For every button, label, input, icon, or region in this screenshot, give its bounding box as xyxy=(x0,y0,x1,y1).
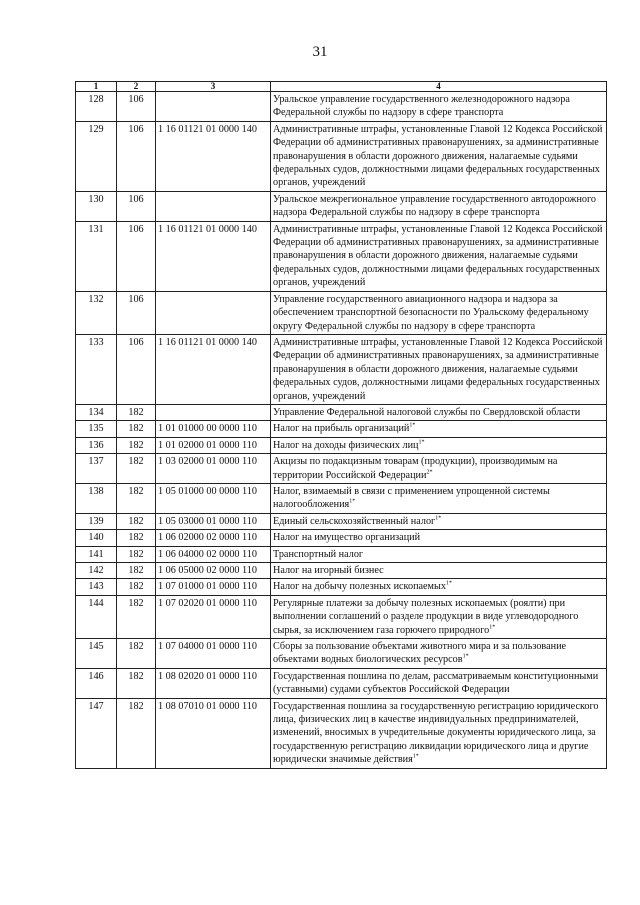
revenue-name-cell xyxy=(271,698,607,768)
budget-code-cell xyxy=(156,421,271,437)
revenue-name-cell xyxy=(271,191,607,221)
table-row xyxy=(76,421,607,437)
row-number-cell xyxy=(76,454,117,484)
budget-code-cell xyxy=(156,291,271,334)
revenue-name-cell xyxy=(271,483,607,513)
revenue-name-text: Управление государственного авиационного надзора и надзора за обеспечением транспортной безопасности по Уральскому федеральному округу Федеральной службы по надзору в сфере транспорта xyxy=(273,293,589,332)
admin-code-cell xyxy=(117,530,156,546)
table-row xyxy=(76,191,607,221)
footnote-marker: 1* xyxy=(462,654,469,661)
admin-code-text: 106 xyxy=(128,94,144,105)
revenue-name-cell xyxy=(271,404,607,420)
row-number-text: 134 xyxy=(88,406,104,418)
column-header: 4 xyxy=(271,82,607,92)
row-number-text: 135 xyxy=(88,423,104,435)
table-row xyxy=(76,121,607,191)
admin-code-text: 182 xyxy=(128,565,144,576)
admin-code-cell xyxy=(117,221,156,291)
revenue-name-cell xyxy=(271,639,607,669)
revenue-name-cell xyxy=(271,668,607,698)
row-number-text: 128 xyxy=(88,94,104,105)
admin-code-text: 182 xyxy=(128,700,144,712)
revenue-name-text: Единый сельскохозяйственный налог xyxy=(273,515,436,527)
admin-code-cell xyxy=(117,454,156,484)
budget-code-cell xyxy=(156,668,271,698)
admin-code-cell xyxy=(117,191,156,221)
row-number-text: 141 xyxy=(88,548,104,560)
row-number-cell xyxy=(76,191,117,221)
row-number-text: 137 xyxy=(88,456,104,468)
revenue-name-cell xyxy=(271,437,607,453)
budget-code-cell xyxy=(156,483,271,513)
table-row xyxy=(76,483,607,513)
budget-code-cell xyxy=(156,121,271,191)
revenue-name-cell xyxy=(271,546,607,562)
budget-code-text: 1 06 04000 02 0000 110 xyxy=(158,548,257,560)
row-number-cell xyxy=(76,437,117,453)
revenue-name-cell xyxy=(271,595,607,638)
row-number-text: 145 xyxy=(88,641,104,653)
table-row xyxy=(76,579,607,595)
footnote-marker: 1* xyxy=(349,498,356,505)
row-number-text: 143 xyxy=(88,581,104,593)
revenue-name-text: Налог на добычу полезных ископаемых xyxy=(273,581,446,593)
admin-code-cell xyxy=(117,579,156,595)
budget-code-text: 1 07 04000 01 0000 110 xyxy=(158,641,257,653)
budget-code-cell xyxy=(156,546,271,562)
budget-code-text: 1 06 05000 02 0000 110 xyxy=(158,565,257,576)
admin-code-text: 106 xyxy=(128,293,144,305)
table-row xyxy=(76,595,607,638)
row-number-cell xyxy=(76,530,117,546)
row-number-cell xyxy=(76,483,117,513)
row-number-cell xyxy=(76,563,117,579)
row-number-cell xyxy=(76,92,117,122)
admin-code-cell xyxy=(117,546,156,562)
budget-code-text: 1 01 01000 00 0000 110 xyxy=(158,423,257,435)
revenue-name-text: Налог на имущество организаций xyxy=(273,532,421,544)
table-row xyxy=(76,668,607,698)
budget-code-text: 1 16 01121 01 0000 140 xyxy=(158,223,257,235)
revenue-name-cell xyxy=(271,92,607,122)
admin-code-text: 182 xyxy=(128,548,144,560)
row-number-cell xyxy=(76,668,117,698)
budget-code-text: 1 03 02000 01 0000 110 xyxy=(158,456,257,468)
row-number-cell xyxy=(76,291,117,334)
budget-code-cell xyxy=(156,513,271,529)
footnote-marker: 1* xyxy=(445,581,452,588)
row-number-text: 133 xyxy=(88,336,104,348)
budget-code-cell xyxy=(156,639,271,669)
admin-code-text: 182 xyxy=(128,515,144,527)
footnote-marker: 1* xyxy=(489,624,496,631)
budget-code-text: 1 16 01121 01 0000 140 xyxy=(158,336,257,348)
budget-code-text: 1 16 01121 01 0000 140 xyxy=(158,123,257,135)
admin-code-text: 106 xyxy=(128,123,144,135)
footnote-marker: 1* xyxy=(409,422,416,429)
footnote-marker: 1* xyxy=(418,439,425,446)
admin-code-cell xyxy=(117,595,156,638)
admin-code-text: 182 xyxy=(128,670,144,682)
revenue-name-text: Административные штрафы, установленные Главой 12 Кодекса Российской Федерации об административных правонарушениях, за административные правонарушения в области дорожного движения, налагаемые судьями федеральных судов, должностными лицами федеральных государственных органов, учреждений xyxy=(273,123,603,189)
budget-code-cell xyxy=(156,454,271,484)
revenue-table xyxy=(75,81,607,769)
budget-code-cell xyxy=(156,437,271,453)
row-number-text: 146 xyxy=(88,670,104,682)
revenue-name-text: Налог на прибыль организаций xyxy=(273,423,410,435)
admin-code-cell xyxy=(117,668,156,698)
table-row xyxy=(76,221,607,291)
budget-code-cell xyxy=(156,334,271,404)
row-number-text: 144 xyxy=(88,597,104,609)
revenue-name-text: Государственная пошлина по делам, рассматриваемым конституционными (уставными) судами субъектов Российской Федерации xyxy=(273,670,599,696)
revenue-name-text: Уральское межрегиональное управление государственного автодорожного надзора Федеральной службы по надзору в сфере транспорта xyxy=(273,193,597,219)
revenue-name-text: Транспортный налог xyxy=(273,548,364,560)
row-number-text: 142 xyxy=(88,565,104,576)
admin-code-cell xyxy=(117,121,156,191)
revenue-name-cell xyxy=(271,291,607,334)
admin-code-text: 182 xyxy=(128,597,144,609)
row-number-text: 139 xyxy=(88,515,104,527)
row-number-cell xyxy=(76,513,117,529)
revenue-name-text: Акцизы по подакцизным товарам (продукции), производимым на территории Российской Федерации xyxy=(273,456,558,481)
admin-code-cell xyxy=(117,404,156,420)
table-row xyxy=(76,563,607,579)
budget-code-text: 1 01 02000 01 0000 110 xyxy=(158,439,257,451)
admin-code-cell xyxy=(117,483,156,513)
budget-code-cell xyxy=(156,404,271,420)
table-row xyxy=(76,454,607,484)
table-row xyxy=(76,513,607,529)
revenue-name-cell xyxy=(271,334,607,404)
budget-code-text: 1 06 02000 02 0000 110 xyxy=(158,532,257,544)
admin-code-cell xyxy=(117,421,156,437)
row-number-cell xyxy=(76,595,117,638)
table-row xyxy=(76,639,607,669)
admin-code-cell xyxy=(117,334,156,404)
revenue-name-text: Управление Федеральной налоговой службы по Свердловской области xyxy=(273,406,581,418)
footnote-marker: 1* xyxy=(412,753,419,760)
table-body xyxy=(76,92,607,769)
table-header-row xyxy=(76,82,607,92)
admin-code-text: 106 xyxy=(128,193,144,205)
table-row xyxy=(76,437,607,453)
admin-code-text: 106 xyxy=(128,336,144,348)
revenue-name-cell xyxy=(271,563,607,579)
row-number-cell xyxy=(76,121,117,191)
column-header: 1 xyxy=(76,82,117,92)
budget-code-text: 1 07 02020 01 0000 110 xyxy=(158,597,257,609)
row-number-cell xyxy=(76,579,117,595)
row-number-cell xyxy=(76,421,117,437)
row-number-text: 147 xyxy=(88,700,104,712)
revenue-name-text: Государственная пошлина за государственную регистрацию юридического лица, физических лиц в качестве индивидуальных предпринимателей, изменений, вносимых в учредительные документы юридического лица, за государственную регистрацию ликвидации юридического лица и другие юридически значимые действия xyxy=(273,700,599,766)
revenue-name-cell xyxy=(271,579,607,595)
row-number-text: 129 xyxy=(88,123,104,135)
budget-code-cell xyxy=(156,191,271,221)
admin-code-text: 182 xyxy=(128,641,144,653)
revenue-name-text: Налог на доходы физических лиц xyxy=(273,439,419,451)
admin-code-cell xyxy=(117,437,156,453)
revenue-name-cell xyxy=(271,530,607,546)
revenue-name-text: Административные штрафы, установленные Главой 12 Кодекса Российской Федерации об административных правонарушениях, за административные правонарушения в области дорожного движения, налагаемые судьями федеральных судов, должностными лицами федеральных государственных органов, учреждений xyxy=(273,336,603,402)
table-row xyxy=(76,698,607,768)
row-number-text: 136 xyxy=(88,439,104,451)
revenue-name-text: Сборы за пользование объектами животного мира и за пользование объектами водных биологических ресурсов xyxy=(273,641,567,666)
revenue-name-cell xyxy=(271,221,607,291)
admin-code-text: 182 xyxy=(128,485,144,497)
admin-code-text: 182 xyxy=(128,532,144,544)
row-number-cell xyxy=(76,698,117,768)
row-number-text: 138 xyxy=(88,485,104,497)
revenue-name-cell xyxy=(271,421,607,437)
admin-code-cell xyxy=(117,513,156,529)
footnote-marker: 2* xyxy=(426,469,433,476)
row-number-text: 132 xyxy=(88,293,104,305)
row-number-cell xyxy=(76,221,117,291)
admin-code-text: 182 xyxy=(128,406,144,418)
budget-code-cell xyxy=(156,563,271,579)
revenue-name-cell xyxy=(271,513,607,529)
budget-code-cell xyxy=(156,92,271,122)
budget-code-text: 1 07 01000 01 0000 110 xyxy=(158,581,257,593)
table-row xyxy=(76,546,607,562)
column-header: 3 xyxy=(156,82,271,92)
row-number-cell xyxy=(76,334,117,404)
budget-code-cell xyxy=(156,698,271,768)
admin-code-cell xyxy=(117,291,156,334)
row-number-cell xyxy=(76,639,117,669)
table-row xyxy=(76,530,607,546)
budget-code-cell xyxy=(156,221,271,291)
row-number-text: 130 xyxy=(88,193,104,205)
admin-code-cell xyxy=(117,698,156,768)
table-row xyxy=(76,291,607,334)
budget-code-text: 1 08 07010 01 0000 110 xyxy=(158,700,257,712)
budget-code-text: 1 05 03000 01 0000 110 xyxy=(158,515,257,527)
budget-code-cell xyxy=(156,579,271,595)
revenue-name-text: Регулярные платежи за добычу полезных ископаемых (роялти) при выполнении соглашений о разделе продукции в виде углеводородного сырья, за исключением газа горючего природного xyxy=(273,597,579,636)
revenue-name-text: Уральское управление государственного железнодорожного надзора Федеральной службы по надзору в сфере транспорта xyxy=(273,94,570,119)
revenue-name-text: Налог, взимаемый в связи с применением упрощенной системы налогообложения xyxy=(273,485,550,511)
row-number-cell xyxy=(76,404,117,420)
row-number-text: 140 xyxy=(88,532,104,544)
admin-code-cell xyxy=(117,563,156,579)
admin-code-text: 182 xyxy=(128,456,144,468)
budget-code-cell xyxy=(156,530,271,546)
revenue-name-cell xyxy=(271,121,607,191)
revenue-name-text: Административные штрафы, установленные Главой 12 Кодекса Российской Федерации об административных правонарушениях, за административные правонарушения в области дорожного движения, налагаемые судьями федеральных судов, должностными лицами федеральных государственных органов, учреждений xyxy=(273,223,603,289)
admin-code-text: 182 xyxy=(128,423,144,435)
budget-code-text: 1 08 02020 01 0000 110 xyxy=(158,670,257,682)
revenue-name-cell xyxy=(271,454,607,484)
admin-code-cell xyxy=(117,92,156,122)
table-row xyxy=(76,404,607,420)
admin-code-text: 106 xyxy=(128,223,144,235)
column-header: 2 xyxy=(117,82,156,92)
footnote-marker: 1* xyxy=(435,515,442,522)
admin-code-text: 182 xyxy=(128,439,144,451)
admin-code-text: 182 xyxy=(128,581,144,593)
admin-code-cell xyxy=(117,639,156,669)
row-number-cell xyxy=(76,546,117,562)
table-row xyxy=(76,92,607,122)
revenue-name-text: Налог на игорный бизнес xyxy=(273,565,384,576)
row-number-text: 131 xyxy=(88,223,104,235)
budget-code-cell xyxy=(156,595,271,638)
page-number: 31 xyxy=(312,44,328,60)
budget-code-text: 1 05 01000 00 0000 110 xyxy=(158,485,257,497)
table-row xyxy=(76,334,607,404)
